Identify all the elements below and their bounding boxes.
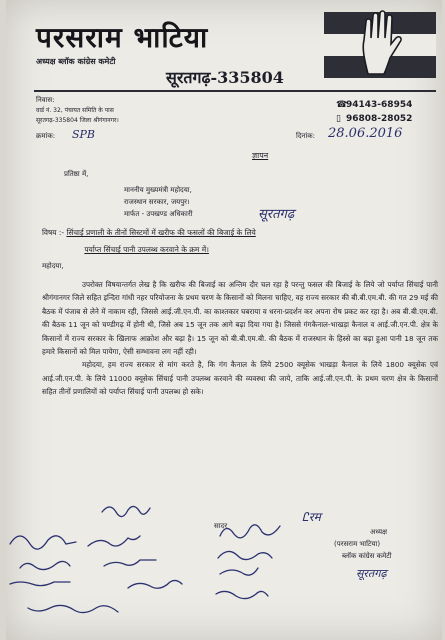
closing-sadar: सादर: [214, 522, 228, 530]
letter-body: [42, 278, 438, 399]
signatory-city: सूरतगढ़: [356, 567, 387, 580]
recipient-line-2: राजस्थान सरकार, जयपुर।: [124, 198, 190, 206]
signatory-name: (परसराम भाटिया): [334, 540, 381, 548]
subject-line-1: सिंचाई प्रणाली के तीनों सिस्टमों में खरीफ की फसलों की बिजाई के लिये: [66, 228, 256, 237]
letter-page: [6, 0, 442, 640]
letterhead-subtitle: अध्यक्ष ब्लॉक कांग्रेस कमेटी: [36, 57, 116, 66]
address-line-2: सूरतगढ़-335804 जिला श्रीगंगानगर।: [36, 117, 119, 124]
phone-number-1: 94143-68954: [346, 100, 413, 110]
address-label: निवास:: [36, 96, 55, 104]
address-line-1: वार्ड नं. 32, पंचायत समिति के पास: [36, 107, 114, 114]
phone-number-2: 96808-28052: [346, 114, 413, 124]
date-label: दिनांक:: [296, 132, 315, 140]
signatory-role: ब्लॉक कांग्रेस कमेटी: [342, 552, 392, 560]
congress-hand-logo: [324, 8, 436, 80]
recipient-label: प्रतिष्ठा में,: [64, 170, 89, 178]
phone-icon: ☎: [336, 100, 348, 110]
subject-label: विषय :-: [42, 228, 65, 237]
signatory-title: अध्यक्ष: [370, 528, 388, 536]
letterhead-city: सूरतगढ़-335804: [166, 68, 284, 87]
letterhead-name: परसराम भाटिया: [36, 21, 209, 54]
reference-value: SPB: [72, 128, 96, 141]
date-value: 28.06.2016: [328, 126, 403, 141]
salutation: महोदया,: [42, 262, 64, 270]
memo-title: ज्ञापन: [252, 151, 269, 160]
recipient-line-3: मार्फत - उपखण्ड अधिकारी: [124, 210, 193, 218]
recipient-handwritten-city: सूरतगढ़: [258, 207, 295, 222]
subject-block: [42, 224, 402, 258]
mobile-icon: ▯: [336, 114, 341, 124]
subject-line-2: पर्याप्त सिंचाई पानी उपलब्ध करवाने के क्रम में।: [84, 245, 209, 254]
letterhead-divider: [34, 90, 436, 92]
body-paragraph-2: महोदया, हम राज्य सरकार से मांग करते है, कि गंग कैनाल के लिये 2500 क्यूसेक भाखड़ा कैनाल के लिये 1800 क्यूसेक एवं आई.जी.एन.पी. के लिये 11000 क्यूसेक सिंचाई पानी उपलब्ध करवाने की व्यवस्था की जाये, ताकि आई.जी.एन.पी. के प्रथम चरण क्षेत्र के किसानों सहित तीनों प्रणालियों को पर्याप्त सिंचाई पानी उपलब्ध हो सके।: [42, 360, 438, 397]
body-paragraph-1: उपरोक्त विषयान्तर्गत लेख है कि खरीफ की बिजाई का अन्तिम दौर चल रहा है परन्तु फसल की बिजाई के लिये जो पर्याप्त सिंचाई पानी श्रीगंगानगर जिले सहित इन्दिरा गांधी नहर परियोजना के प्रथम चरण के किसानों को मिलना चाहिए, वह राज्य सरकार की बी.बी.एम.बी. की गत 29 मई की बैठक में पंजाब से लेने में नाकाम रही, जिससे आई.जी.एन.पी. का काश्तकार घबराया व धरना-प्रदर्शन कर अपना रोष प्रकट कर रहा है। अब बी.बी.एम.बी. की बैठक 11 जून को चण्डीगढ़ में होनी थी, जिसे अब 15 जून तक आगे बढ़ा दिया गया है। जिससे गंगकैनाल-भाखड़ा कैनाल व आई.जी.एन.पी. क्षेत्र के किसानों में राज्य सरकार के खिलाफ आक्रोश और बढ़ा है। 15 जून को बी.बी.एम.बी. की बैठक में राजस्थान के हिस्से का बढ़ा हुआ पानी 18 जून तक हमारे किसानों को मिल पायेगा, ऐसी सम्भावना लग नहीं रही।: [42, 280, 438, 357]
recipient-line-1: माननीय मुख्यमंत्री महोदया,: [124, 186, 192, 194]
member-signatures: [6, 500, 442, 640]
president-signature: Ꮭरम: [302, 510, 321, 524]
reference-label: क्रमांक:: [36, 132, 56, 140]
